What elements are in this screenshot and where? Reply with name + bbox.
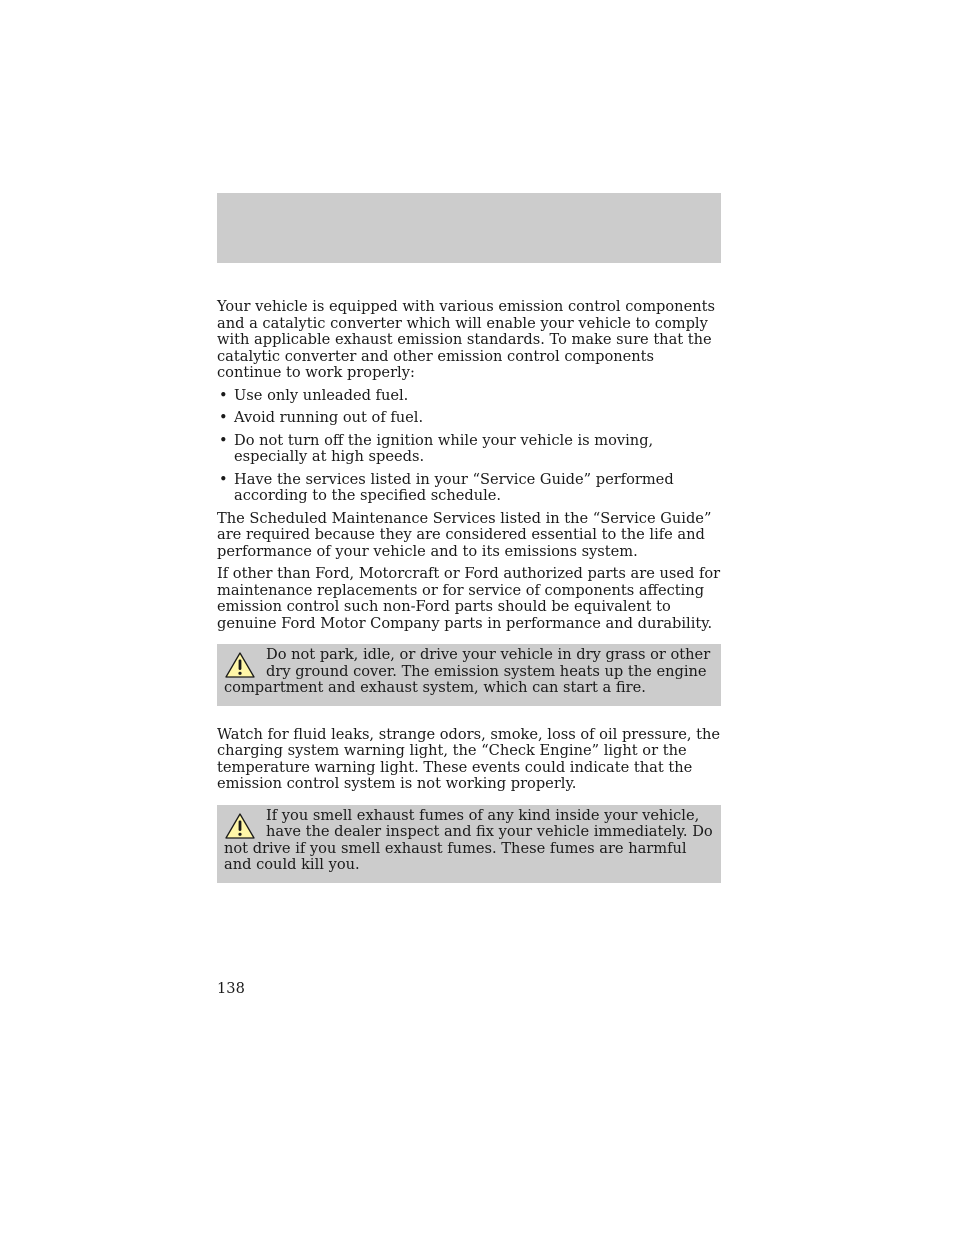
list-item-text: Use only unleaded fuel. [234, 386, 409, 404]
page-number: 138 [217, 980, 245, 997]
warning-triangle-icon [224, 812, 256, 840]
parts-paragraph: If other than Ford, Motorcraft or Ford authorized parts are used for maintenance replacements or for service of components affecting emission control such non-Ford parts should be equivalent to genuine Ford Motor Company parts in performance and durability. [217, 565, 721, 632]
fumes-warning-box [217, 805, 721, 883]
list-item [217, 433, 721, 466]
warning-triangle-icon [224, 651, 256, 679]
page-content [217, 299, 721, 904]
fire-warning-box [217, 644, 721, 706]
list-item [217, 410, 721, 427]
list-item-text: Do not turn off the ignition while your vehicle is moving, especially at high speeds. [234, 431, 654, 465]
intro-paragraph: Your vehicle is equipped with various emission control components and a catalytic converter which will enable your vehicle to comply with applicable exhaust emission standards. To make sure that the catalytic converter and other emission control components continue to work properly: [217, 298, 715, 381]
section-header-band [217, 193, 721, 263]
bullet-glyph: • [219, 431, 228, 449]
service-guide-paragraph: The Scheduled Maintenance Services listed in the “Service Guide” are required because they are considered essential to the life and performance of your vehicle and to its emissions system. [217, 509, 712, 560]
list-item [217, 388, 721, 405]
emission-tips-list [217, 388, 721, 505]
list-item-text: Have the services listed in your “Service Guide” performed according to the specified schedule. [234, 470, 674, 504]
list-item-text: Avoid running out of fuel. [234, 409, 424, 426]
list-item [217, 472, 721, 505]
bullet-glyph: • [219, 470, 228, 488]
fire-warning-text: Do not park, idle, or drive your vehicle in dry grass or other dry ground cover. The emission system heats up the engine compartment and exhaust system, which can start a fire. [224, 646, 711, 696]
watch-paragraph: Watch for fluid leaks, strange odors, smoke, loss of oil pressure, the charging system warning light, the “Check Engine” light or the temperature warning light. These events could indicate that the emission control system is not working properly. [217, 725, 721, 792]
fumes-warning-text: If you smell exhaust fumes of any kind inside your vehicle, have the dealer inspect and fix your vehicle immediately. Do not drive if you smell exhaust fumes. These fumes are harmful and could kill you. [224, 806, 713, 873]
bullet-glyph: • [219, 386, 228, 404]
bullet-glyph: • [219, 409, 228, 426]
